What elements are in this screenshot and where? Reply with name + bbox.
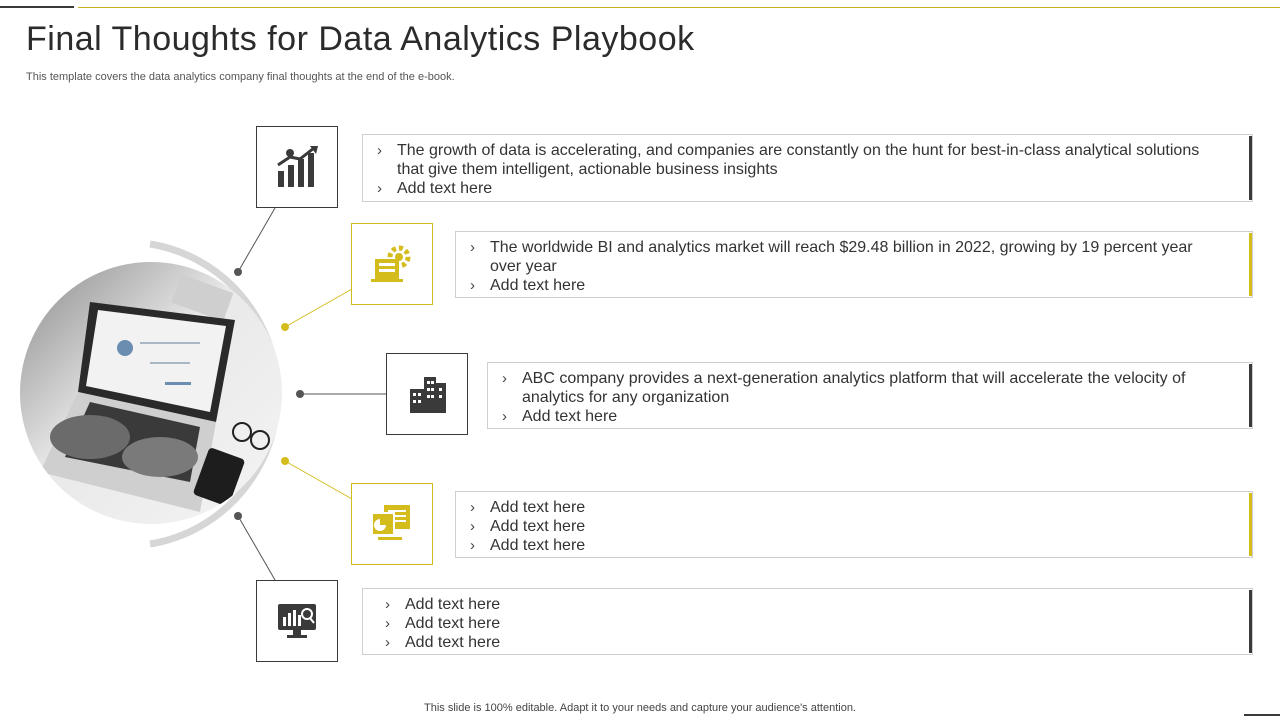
item-5-bullet-1: › Add text here [385, 596, 501, 613]
connector-dot-4 [281, 457, 289, 465]
connector-dot-3 [296, 390, 304, 398]
chevron-right-icon: › [502, 408, 507, 425]
page-title: Final Thoughts for Data Analytics Playbook [26, 20, 695, 58]
chevron-right-icon: › [470, 277, 475, 294]
item-3-bullet-2: › Add text here [502, 408, 618, 425]
item-1-card [362, 134, 1253, 202]
item-2-icon-box [351, 223, 433, 305]
chevron-right-icon: › [377, 142, 382, 159]
chevron-right-icon: › [385, 615, 390, 632]
connector-line-5 [238, 516, 275, 580]
corner-accent-bar [1244, 714, 1280, 716]
gear-analytics-icon [369, 241, 415, 287]
item-2-bullet-2: › Add text here [470, 277, 586, 294]
item-3-accent [1249, 364, 1252, 427]
chevron-right-icon: › [470, 239, 475, 256]
chevron-right-icon: › [470, 518, 475, 535]
item-5-accent [1249, 590, 1252, 653]
item-1-accent [1249, 136, 1252, 200]
item-5-bullet-3: › Add text here [385, 634, 501, 651]
item-4-accent [1249, 493, 1252, 556]
item-2-bullet-1: › The worldwide BI and analytics market will reach $29.48 billion in 2022, growing by 19 percent year over year [470, 239, 1193, 275]
chevron-right-icon: › [502, 370, 507, 387]
item-1-bullet-1: › The growth of data is accelerating, and companies are constantly on the hunt for best-in-class analytical solutions that give them intelligent, actionable business insights [377, 142, 1200, 178]
connector-dot-1 [234, 268, 242, 276]
chevron-right-icon: › [385, 634, 390, 651]
item-3-icon-box [386, 353, 468, 435]
connector-line-4 [285, 461, 352, 499]
dashboard-monitor-icon [370, 503, 414, 545]
item-2-accent [1249, 233, 1252, 296]
chevron-right-icon: › [470, 537, 475, 554]
item-5-icon-box [256, 580, 338, 662]
chevron-right-icon: › [377, 180, 382, 197]
item-2-card [455, 231, 1253, 298]
connector-line-2 [285, 289, 352, 327]
chevron-right-icon: › [385, 596, 390, 613]
item-4-card [455, 491, 1253, 558]
item-5-card [362, 588, 1253, 655]
connector-dot-2 [281, 323, 289, 331]
item-4-bullet-3: › Add text here [470, 537, 586, 554]
item-1-bullet-2: › Add text here [377, 180, 493, 197]
item-1-icon-box [256, 126, 338, 208]
chevron-right-icon: › [470, 499, 475, 516]
footer-note: This slide is 100% editable. Adapt it to your needs and capture your audience's attention. [424, 702, 856, 714]
item-4-bullet-1: › Add text here [470, 499, 586, 516]
connector-dot-5 [234, 512, 242, 520]
item-4-icon-box [351, 483, 433, 565]
growth-chart-icon [274, 145, 320, 189]
connector-line-1 [238, 208, 275, 272]
laptop-photo [20, 262, 282, 524]
item-4-bullet-2: › Add text here [470, 518, 586, 535]
page-subtitle: This template covers the data analytics company final thoughts at the end of the e-book. [26, 71, 455, 83]
monitor-analytics-icon [276, 601, 318, 641]
item-3-bullet-1: › ABC company provides a next-generation analytics platform that will accelerate the velocity of analytics for any organization [502, 370, 1186, 406]
item-5-bullet-2: › Add text here [385, 615, 501, 632]
item-3-card [487, 362, 1253, 429]
buildings-icon [406, 373, 448, 415]
